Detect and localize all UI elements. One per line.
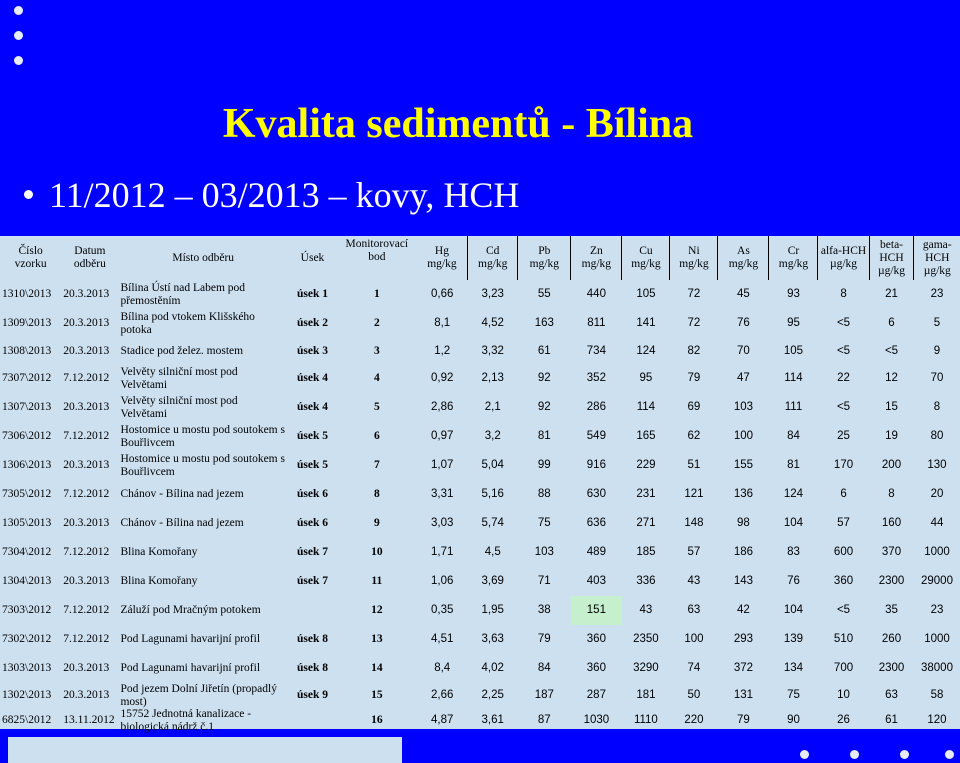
cell-place: Velvěty silniční most pod Velvětami: [120, 395, 238, 420]
cell-value: 2300: [878, 662, 905, 675]
header-col: Cd mg/kg: [468, 236, 518, 280]
cell-value: 79: [537, 633, 551, 646]
cell-value: 131: [733, 689, 754, 702]
cell-date: 20.3.2013: [63, 401, 110, 414]
cell-value: 58: [930, 689, 944, 702]
cell-value: 20: [930, 488, 944, 501]
cell-value: 141: [636, 317, 656, 330]
cell-value: 95: [639, 372, 653, 385]
cell-monitoring-point: 15: [371, 689, 383, 702]
cell-date: 20.3.2013: [63, 689, 110, 702]
cell-monitoring-point: 10: [371, 546, 383, 559]
cell-value: 286: [586, 401, 606, 414]
cell-value: 19: [885, 430, 898, 443]
bullet-text: 11/2012 – 03/2013 – kovy, HCH: [49, 175, 520, 215]
cell-usek: úsek 8: [296, 633, 328, 646]
cell-usek: úsek 4: [296, 372, 328, 385]
cell-place: Záluží pod Mračným potokem: [120, 604, 261, 617]
cell-value: 360: [586, 662, 606, 675]
cell-value: 3,2: [484, 430, 501, 443]
table-row: [0, 683, 960, 708]
cell-value: 75: [537, 517, 551, 530]
cell-monitoring-point: 12: [371, 604, 383, 617]
cell-date: 7.12.2012: [63, 372, 110, 385]
cell-value: 734: [586, 344, 606, 357]
cell-usek: úsek 6: [296, 517, 328, 530]
cell-value: 130: [927, 459, 947, 472]
cell-value: 44: [930, 517, 944, 530]
cell-value: 71: [537, 575, 551, 588]
cell-value: 103: [733, 401, 754, 414]
cell-value: 1,07: [430, 459, 454, 472]
cell-value: 6: [840, 488, 847, 501]
cell-value: 0,92: [430, 372, 454, 385]
cell-value: 287: [586, 689, 606, 702]
cell-value: 105: [783, 344, 804, 357]
cell-value: 84: [537, 662, 551, 675]
cell-value: 186: [733, 546, 754, 559]
cell-value: 2,1: [484, 401, 501, 414]
cell-value: 360: [833, 575, 854, 588]
cell-value: 42: [737, 604, 750, 617]
cell-monitoring-point: 1: [373, 288, 380, 301]
cell-usek: úsek 4: [296, 401, 328, 414]
cell-value: 3,31: [430, 488, 454, 501]
cell-value: 92: [537, 401, 551, 414]
cell-value: 88: [537, 488, 551, 501]
table-row: [0, 654, 960, 683]
header-col: alfa-HCH µg/kg: [818, 236, 869, 280]
cell-value: 114: [784, 372, 803, 385]
cell-usek: úsek 3: [296, 344, 328, 357]
cell-value: 103: [534, 546, 554, 559]
cell-value: 3,61: [481, 714, 504, 727]
cell-monitoring-point: 13: [371, 633, 383, 646]
cell-value: 104: [783, 604, 804, 617]
cell-value: 5: [933, 317, 941, 330]
cell-value: 111: [784, 401, 803, 414]
cell-value: 3,63: [481, 633, 504, 646]
cell-value: 12: [885, 372, 898, 385]
cell-value: 3,69: [481, 575, 504, 588]
cell-usek: úsek 5: [296, 430, 328, 443]
decorative-dots-top-left: [14, 0, 34, 80]
cell-value: 79: [687, 372, 701, 385]
cell-value: 74: [687, 662, 701, 675]
cell-value: 200: [881, 459, 902, 472]
cell-monitoring-point: 14: [371, 662, 383, 675]
cell-value: 352: [586, 372, 606, 385]
cell-place: Bílina Ústí nad Labem pod přemostěním: [120, 282, 246, 307]
header-col: gama-HCH µg/kg: [914, 236, 960, 280]
cell-value: 0,97: [430, 430, 454, 443]
table-row: [0, 567, 960, 596]
cell-value: 260: [881, 633, 902, 646]
cell-usek: úsek 7: [296, 546, 328, 559]
cell-usek: úsek 2: [296, 317, 328, 330]
cell-value: 76: [787, 575, 800, 588]
cell-value: 1000: [924, 546, 950, 559]
cell-sample-id: 1302\2013: [2, 689, 52, 702]
cell-value: 8,4: [434, 662, 451, 675]
cell-value: 100: [733, 430, 754, 443]
cell-value: 489: [586, 546, 606, 559]
cell-value: 231: [636, 488, 656, 501]
cell-value: 293: [733, 633, 754, 646]
cell-value: 124: [783, 488, 804, 501]
cell-date: 20.3.2013: [63, 317, 110, 330]
header-usek: Úsek: [300, 251, 325, 264]
cell-place: Pod Lagunami havarijní profil: [120, 662, 261, 675]
cell-value: 370: [881, 546, 902, 559]
cell-place: Stadice pod želez. mostem: [120, 344, 244, 357]
cell-value: <5: [836, 344, 851, 357]
table-row: [0, 538, 960, 567]
cell-value: 151: [571, 596, 622, 625]
cell-monitoring-point: 9: [373, 517, 380, 530]
cell-value: 79: [737, 714, 750, 727]
decorative-dots-bottom-right: [780, 710, 960, 763]
cell-value: 2350: [633, 633, 659, 646]
cell-value: 104: [783, 517, 804, 530]
cell-sample-id: 1309\2013: [2, 317, 52, 330]
cell-value: 0,66: [430, 288, 454, 301]
cell-value: <5: [836, 317, 851, 330]
table-row: [0, 338, 960, 364]
cell-value: 148: [684, 517, 704, 530]
cell-value: 55: [537, 288, 551, 301]
cell-sample-id: 7302\2012: [2, 633, 52, 646]
cell-date: 20.3.2013: [63, 517, 110, 530]
cell-value: 4,52: [481, 317, 504, 330]
cell-sample-id: 1304\2013: [2, 575, 52, 588]
cell-usek: [288, 596, 337, 625]
slide-title: Kvalita sedimentů - Bílina: [222, 101, 694, 147]
cell-value: 136: [733, 488, 754, 501]
cell-place: Blina Komořany: [120, 575, 198, 588]
cell-value: 1,2: [434, 344, 451, 357]
cell-value: 81: [537, 430, 551, 443]
cell-value: 114: [636, 401, 656, 414]
cell-value: 1110: [633, 714, 658, 727]
cell-value: 25: [837, 430, 850, 443]
header-col: Cr mg/kg: [769, 236, 818, 280]
cell-value: 5,04: [481, 459, 504, 472]
cell-value: 72: [687, 317, 701, 330]
cell-sample-id: 1303\2013: [2, 662, 52, 675]
cell-value: 510: [833, 633, 854, 646]
table-row: [0, 480, 960, 509]
cell-value: 9: [933, 344, 941, 357]
cell-sample-id: 1310\2013: [2, 288, 52, 301]
cell-value: <5: [884, 344, 899, 357]
cell-value: 75: [787, 689, 800, 702]
cell-value: 105: [636, 288, 656, 301]
cell-value: 1030: [583, 714, 610, 727]
header-col: Hg mg/kg: [427, 245, 457, 270]
cell-sample-id: 6825\2012: [2, 714, 52, 727]
cell-value: 336: [636, 575, 656, 588]
cell-value: 84: [787, 430, 800, 443]
cell-value: 4,87: [430, 714, 454, 727]
header-col: beta-HCH µg/kg: [869, 236, 914, 280]
cell-date: 20.3.2013: [63, 662, 110, 675]
cell-value: 23: [930, 604, 944, 617]
cell-value: 61: [885, 714, 898, 727]
cell-value: <5: [836, 604, 851, 617]
cell-value: 8: [888, 488, 895, 501]
cell-sample-id: 7303\2012: [2, 604, 52, 617]
cell-value: 69: [687, 401, 701, 414]
header-col: Cu mg/kg: [622, 236, 670, 280]
cell-value: 57: [837, 517, 850, 530]
cell-value: 2,25: [481, 689, 504, 702]
cell-sample-id: 1305\2013: [2, 517, 52, 530]
cell-value: 600: [833, 546, 854, 559]
cell-value: 4,5: [484, 546, 501, 559]
cell-value: <5: [836, 401, 851, 414]
cell-value: 3,03: [430, 517, 454, 530]
cell-value: 43: [639, 604, 653, 617]
cell-usek: úsek 5: [296, 459, 328, 472]
cell-value: 403: [586, 575, 606, 588]
cell-value: 26: [837, 714, 850, 727]
bullet-dot-icon: [24, 190, 33, 199]
cell-date: 13.11.2012: [63, 714, 115, 727]
cell-value: 181: [636, 689, 656, 702]
header-col: As mg/kg: [718, 236, 769, 280]
cell-value: 6: [888, 317, 895, 330]
cell-sample-id: 7305\2012: [2, 488, 52, 501]
cell-value: 82: [687, 344, 701, 357]
cell-value: 62: [687, 430, 701, 443]
cell-value: 229: [636, 459, 656, 472]
cell-value: 134: [783, 662, 804, 675]
cell-value: 15: [885, 401, 898, 414]
cell-value: 3290: [633, 662, 659, 675]
cell-value: 1000: [924, 633, 950, 646]
cell-value: 160: [881, 517, 902, 530]
cell-value: 70: [737, 344, 750, 357]
sediment-table: [0, 236, 960, 733]
cell-date: 7.12.2012: [63, 430, 110, 443]
table-row: [0, 393, 960, 422]
cell-value: 165: [636, 430, 656, 443]
cell-value: 51: [687, 459, 701, 472]
table-row: [0, 422, 960, 451]
header-row: [0, 236, 960, 280]
cell-value: 63: [885, 689, 898, 702]
cell-usek: úsek 6: [296, 488, 328, 501]
cell-value: 22: [837, 372, 850, 385]
cell-monitoring-point: 6: [373, 430, 380, 443]
cell-place: Hostomice u mostu pod soutokem s Bouřlivcem: [120, 453, 285, 478]
cell-place: Bílina pod vtokem Klišského potoka: [120, 311, 255, 336]
cell-value: 92: [537, 372, 551, 385]
cell-value: 21: [885, 288, 898, 301]
cell-value: 1,71: [430, 546, 454, 559]
cell-value: 4,02: [481, 662, 504, 675]
cell-value: 1,95: [481, 604, 504, 617]
header-col: Ni mg/kg: [670, 236, 718, 280]
table-row: [0, 625, 960, 654]
cell-value: 143: [733, 575, 754, 588]
cell-value: 47: [737, 372, 750, 385]
cell-value: 29000: [920, 575, 953, 588]
cell-usek: úsek 1: [296, 288, 328, 301]
header-cislo: Číslo vzorku: [14, 245, 47, 270]
cell-usek: [288, 708, 337, 733]
cell-value: 360: [586, 633, 606, 646]
cell-value: 549: [586, 430, 606, 443]
cell-monitoring-point: 3: [373, 344, 380, 357]
header-col: Zn mg/kg: [571, 236, 622, 280]
cell-value: 5,16: [481, 488, 504, 501]
cell-value: 93: [787, 288, 800, 301]
cell-value: 139: [783, 633, 804, 646]
cell-sample-id: 7306\2012: [2, 430, 52, 443]
bottom-strip: [8, 737, 402, 763]
table-row: [0, 596, 960, 625]
cell-value: 23: [930, 288, 944, 301]
table-row: [0, 280, 960, 309]
cell-value: 916: [586, 459, 606, 472]
cell-value: 35: [885, 604, 898, 617]
cell-value: 95: [787, 317, 800, 330]
cell-value: 163: [534, 317, 554, 330]
cell-value: 38: [537, 604, 551, 617]
cell-value: 3,32: [481, 344, 504, 357]
cell-value: 50: [687, 689, 701, 702]
sediment-table-panel: [0, 236, 960, 733]
cell-value: 0,35: [430, 604, 454, 617]
cell-value: 440: [586, 288, 606, 301]
cell-value: 100: [684, 633, 704, 646]
cell-value: 4,51: [430, 633, 454, 646]
cell-value: 70: [930, 372, 944, 385]
table-body: [0, 280, 960, 733]
cell-value: 155: [733, 459, 754, 472]
cell-sample-id: 1308\2013: [2, 344, 52, 357]
cell-value: 43: [687, 575, 701, 588]
cell-place: Hostomice u mostu pod soutokem s Bouřlivcem: [120, 424, 285, 449]
cell-value: 185: [636, 546, 656, 559]
cell-value: 72: [687, 288, 701, 301]
cell-value: 8,1: [434, 317, 451, 330]
cell-value: 2,13: [481, 372, 504, 385]
header-col: Pb mg/kg: [518, 236, 571, 280]
cell-date: 20.3.2013: [63, 344, 110, 357]
cell-place: Blina Komořany: [120, 546, 198, 559]
cell-date: 7.12.2012: [63, 546, 110, 559]
cell-value: 90: [787, 714, 800, 727]
cell-value: 63: [687, 604, 701, 617]
header-misto: Místo odběru: [172, 251, 235, 264]
cell-value: 187: [534, 689, 554, 702]
cell-monitoring-point: 4: [373, 372, 380, 385]
cell-monitoring-point: 7: [373, 459, 380, 472]
cell-value: 220: [684, 714, 704, 727]
cell-usek: úsek 8: [296, 662, 328, 675]
header-bod: Monitorovací bod: [345, 238, 409, 263]
cell-usek: úsek 7: [296, 575, 328, 588]
cell-value: 1,06: [430, 575, 454, 588]
cell-value: 811: [587, 317, 606, 330]
table-row: [0, 509, 960, 538]
cell-value: 271: [636, 517, 656, 530]
cell-place: Chánov - Bílina nad jezem: [120, 517, 244, 530]
header-datum: Datum odběru: [73, 245, 106, 270]
cell-sample-id: 1306\2013: [2, 459, 52, 472]
cell-value: 8: [933, 401, 941, 414]
cell-value: 45: [737, 288, 750, 301]
cell-place: Chánov - Bílina nad jezem: [120, 488, 244, 501]
table-row: [0, 451, 960, 480]
cell-usek: úsek 9: [296, 689, 328, 702]
cell-value: 124: [636, 344, 656, 357]
table-row: [0, 364, 960, 393]
cell-value: 5,74: [481, 517, 504, 530]
table-row: [0, 309, 960, 338]
bullet-line: [24, 172, 519, 218]
cell-value: 38000: [920, 662, 953, 675]
cell-value: 120: [927, 714, 947, 727]
cell-value: 636: [586, 517, 606, 530]
cell-date: 7.12.2012: [63, 488, 110, 501]
cell-date: 20.3.2013: [63, 288, 110, 301]
cell-place: Velvěty silniční most pod Velvětami: [120, 366, 238, 391]
cell-value: 81: [787, 459, 800, 472]
cell-value: 2,86: [430, 401, 454, 414]
cell-monitoring-point: 8: [373, 488, 380, 501]
cell-monitoring-point: 11: [371, 575, 383, 588]
cell-monitoring-point: 5: [373, 401, 380, 414]
cell-value: 170: [833, 459, 854, 472]
cell-value: 80: [930, 430, 944, 443]
cell-monitoring-point: 16: [371, 714, 383, 727]
cell-place: Pod jezem Dolní Jiřetín (propadlý most): [120, 683, 277, 708]
cell-value: 2300: [878, 575, 905, 588]
cell-date: 7.12.2012: [63, 604, 110, 617]
cell-place: Pod Lagunami havarijní profil: [120, 633, 261, 646]
cell-sample-id: 1307\2013: [2, 401, 52, 414]
cell-value: 98: [737, 517, 750, 530]
cell-value: 61: [537, 344, 551, 357]
cell-value: 8: [840, 288, 847, 301]
cell-value: 10: [837, 689, 850, 702]
cell-value: 700: [833, 662, 854, 675]
cell-value: 83: [787, 546, 800, 559]
cell-value: 57: [687, 546, 701, 559]
cell-value: 121: [684, 488, 704, 501]
cell-sample-id: 7307\2012: [2, 372, 52, 385]
cell-monitoring-point: 2: [373, 317, 380, 330]
cell-date: 7.12.2012: [63, 633, 110, 646]
cell-value: 2,66: [430, 689, 454, 702]
cell-value: 3,23: [481, 288, 504, 301]
cell-sample-id: 7304\2012: [2, 546, 52, 559]
cell-value: 87: [537, 714, 551, 727]
cell-value: 99: [537, 459, 551, 472]
cell-place: 15752 Jednotná kanalizace - biologická nádrž č.1: [120, 708, 252, 733]
cell-value: 630: [586, 488, 606, 501]
cell-value: 76: [737, 317, 750, 330]
cell-value: 372: [733, 662, 754, 675]
cell-date: 20.3.2013: [63, 575, 110, 588]
cell-date: 20.3.2013: [63, 459, 110, 472]
